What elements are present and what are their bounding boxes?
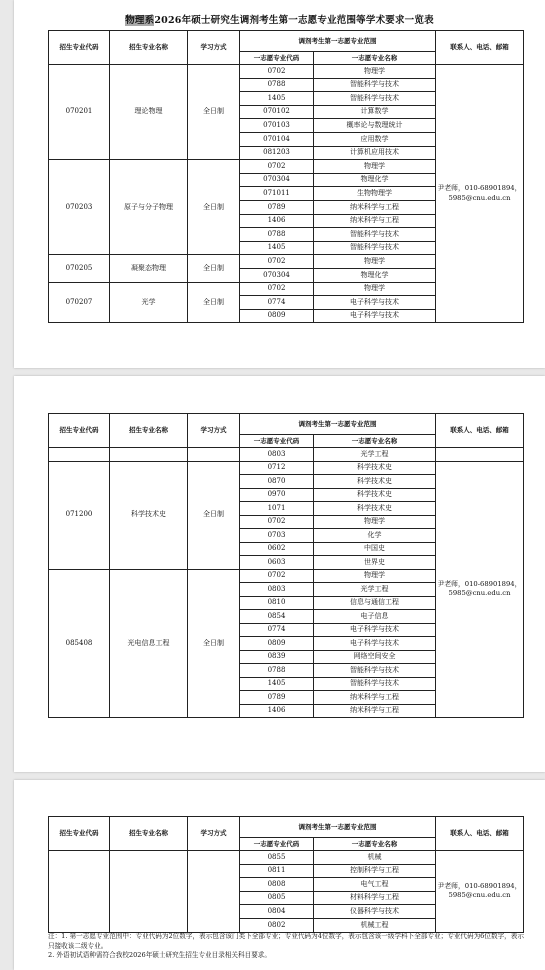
first-choice-code-cell: 070102 [240,105,314,119]
study-mode-cell: 全日制 [188,65,240,160]
first-choice-name-cell: 电子信息 [314,610,436,624]
first-choice-code-cell: 0702 [240,160,314,174]
header-sub-name: 一志愿专业名称 [314,52,436,65]
note-line: 2. 外语初试语种需符合我校2026年硕士研究生招生专业目录相关科目要求。 [48,951,271,960]
first-choice-name-cell: 物理学 [314,65,436,79]
major-name-cell [110,851,188,933]
first-choice-name-cell: 智能科学与技术 [314,677,436,691]
first-choice-code-cell: 0774 [240,296,314,310]
table-row [49,461,524,475]
header-contact: 联系人、电话、邮箱 [436,414,524,448]
first-choice-code-cell: 1405 [240,677,314,691]
major-name-cell: 原子与分子物理 [110,160,188,255]
header-name: 招生专业名称 [110,817,188,851]
study-mode-cell: 全日制 [188,282,240,323]
first-choice-code-cell: 0870 [240,475,314,489]
first-choice-code-cell: 0809 [240,637,314,651]
first-choice-code-cell: 0810 [240,596,314,610]
contact-cell-blank [436,448,524,462]
table-row [49,448,524,462]
first-choice-name-cell: 科学技术史 [314,502,436,516]
first-choice-name-cell: 生物物理学 [314,187,436,201]
first-choice-name-cell: 材料科学与工程 [314,891,436,905]
first-choice-code-cell: 0808 [240,878,314,892]
first-choice-name-cell: 电子科学与技术 [314,309,436,323]
first-choice-name-cell: 电子科学与技术 [314,296,436,310]
first-choice-name-cell: 智能科学与技术 [314,78,436,92]
major-name-cell: 凝聚态物理 [110,255,188,282]
first-choice-name-cell: 智能科学与技术 [314,228,436,242]
first-choice-code-cell: 070304 [240,268,314,282]
first-choice-code-cell: 0702 [240,569,314,583]
header-contact: 联系人、电话、邮箱 [436,817,524,851]
title-highlight: 物理系 [125,15,155,26]
first-choice-name-cell: 物理化学 [314,173,436,187]
header-range: 调剂考生第一志愿专业范围 [240,31,436,52]
contact-cell: 尹老师，010-68901894，5985@cnu.edu.cn [436,65,524,323]
study-mode-cell: 全日制 [188,569,240,718]
first-choice-code-cell: 0789 [240,691,314,705]
first-choice-code-cell: 0702 [240,65,314,79]
major-name-cell: 理论物理 [110,65,188,160]
first-choice-code-cell: 0702 [240,282,314,296]
major-name-cell: 科学技术史 [110,461,188,569]
first-choice-name-cell: 物理学 [314,282,436,296]
header-mode: 学习方式 [188,414,240,448]
first-choice-name-cell: 纳米科学与工程 [314,704,436,718]
table-row [49,851,524,865]
first-choice-name-cell: 物理学 [314,255,436,269]
first-choice-code-cell: 0805 [240,891,314,905]
table-notes [48,932,528,961]
first-choice-code-cell: 0702 [240,515,314,529]
first-choice-name-cell: 化学 [314,529,436,543]
first-choice-name-cell: 应用数学 [314,132,436,146]
header-mode: 学习方式 [188,817,240,851]
first-choice-code-cell: 0970 [240,488,314,502]
first-choice-code-cell: 071011 [240,187,314,201]
first-choice-code-cell: 1071 [240,502,314,516]
first-choice-code-cell: 0712 [240,461,314,475]
first-choice-code-cell: 0839 [240,650,314,664]
first-choice-name-cell: 纳米科学与工程 [314,200,436,214]
requirements-table-page-3 [48,816,524,933]
first-choice-name-cell: 光学工程 [314,583,436,597]
first-choice-code-cell: 070304 [240,173,314,187]
first-choice-name-cell: 电子科学与技术 [314,623,436,637]
first-choice-name-cell: 科学技术史 [314,488,436,502]
first-choice-name-cell: 智能科学与技术 [314,92,436,106]
note-line: 注：1. 第一志愿专业范围中：专业代码为2位数字，表示包含该门类下全部专业；专业代码为4位数字，表示包含该一级学科下全部专业；专业代码为6位数字，表示只接收该二级专业。 [48,932,524,950]
first-choice-code-cell: 0703 [240,529,314,543]
major-code-cell [49,851,110,933]
requirements-table-page-1 [48,30,524,323]
first-choice-name-cell: 纳米科学与工程 [314,214,436,228]
first-choice-code-cell: 0802 [240,918,314,932]
first-choice-code-cell: 0774 [240,623,314,637]
first-choice-code-cell: 070104 [240,132,314,146]
header-name: 招生专业名称 [110,31,188,65]
first-choice-code-cell: 0702 [240,255,314,269]
major-code-cell: 070205 [49,255,110,282]
major-name-cell: 光学 [110,282,188,323]
first-choice-name-cell: 智能科学与技术 [314,241,436,255]
document-title [14,12,545,26]
first-choice-name-cell: 信息与通信工程 [314,596,436,610]
major-code-cell: 070207 [49,282,110,323]
header-name: 招生专业名称 [110,414,188,448]
first-choice-code-cell: 0788 [240,664,314,678]
first-choice-code-cell: 0602 [240,542,314,556]
header-sub-code: 一志愿专业代码 [240,838,314,851]
first-choice-code-cell: 0811 [240,864,314,878]
first-choice-code-cell: 0855 [240,851,314,865]
first-choice-code-cell: 0803 [240,448,314,462]
first-choice-code-cell: 0803 [240,583,314,597]
major-code-cell: 070203 [49,160,110,255]
table-row [49,65,524,79]
major-code-cell: 070201 [49,65,110,160]
major-code-cell: 085408 [49,569,110,718]
first-choice-name-cell: 中国史 [314,542,436,556]
first-choice-name-cell: 物理化学 [314,268,436,282]
first-choice-code-cell: 0809 [240,309,314,323]
first-choice-name-cell: 物理学 [314,160,436,174]
first-choice-name-cell: 科学技术史 [314,461,436,475]
document-page-2 [14,376,545,772]
first-choice-code-cell: 0603 [240,556,314,570]
first-choice-name-cell: 概率论与数理统计 [314,119,436,133]
first-choice-name-cell: 光学工程 [314,448,436,462]
contact-cell: 尹老师，010-68901894，5985@cnu.edu.cn [436,851,524,933]
header-code: 招生专业代码 [49,414,110,448]
study-mode-cell [188,851,240,933]
requirements-table-page-2 [48,413,524,718]
first-choice-code-cell: 0854 [240,610,314,624]
first-choice-code-cell: 0788 [240,78,314,92]
study-mode-cell: 全日制 [188,160,240,255]
first-choice-name-cell: 世界史 [314,556,436,570]
first-choice-name-cell: 纳米科学与工程 [314,691,436,705]
header-code: 招生专业代码 [49,31,110,65]
first-choice-name-cell: 控制科学与工程 [314,864,436,878]
first-choice-code-cell: 0788 [240,228,314,242]
major-name-cell [110,448,188,462]
first-choice-name-cell: 计算数学 [314,105,436,119]
header-code: 招生专业代码 [49,817,110,851]
header-range: 调剂考生第一志愿专业范围 [240,817,436,838]
first-choice-code-cell: 081203 [240,146,314,160]
first-choice-name-cell: 机械工程 [314,918,436,932]
study-mode-cell [188,448,240,462]
first-choice-name-cell: 科学技术史 [314,475,436,489]
first-choice-name-cell: 计算机应用技术 [314,146,436,160]
first-choice-name-cell: 电子科学与技术 [314,637,436,651]
first-choice-code-cell: 1406 [240,704,314,718]
first-choice-name-cell: 物理学 [314,569,436,583]
first-choice-name-cell: 网络空间安全 [314,650,436,664]
header-sub-name: 一志愿专业名称 [314,435,436,448]
first-choice-name-cell: 智能科学与技术 [314,664,436,678]
study-mode-cell: 全日制 [188,461,240,569]
study-mode-cell: 全日制 [188,255,240,282]
first-choice-name-cell: 物理学 [314,515,436,529]
first-choice-code-cell: 1405 [240,92,314,106]
first-choice-code-cell: 0804 [240,905,314,919]
header-mode: 学习方式 [188,31,240,65]
header-contact: 联系人、电话、邮箱 [436,31,524,65]
first-choice-name-cell: 仪器科学与技术 [314,905,436,919]
first-choice-name-cell: 机械 [314,851,436,865]
first-choice-code-cell: 070103 [240,119,314,133]
document-page-3 [14,780,545,970]
header-range: 调剂考生第一志愿专业范围 [240,414,436,435]
major-code-cell: 071200 [49,461,110,569]
header-sub-code: 一志愿专业代码 [240,52,314,65]
major-name-cell: 光电信息工程 [110,569,188,718]
document-page-1 [14,0,545,368]
major-code-cell [49,448,110,462]
contact-cell: 尹老师，010-68901894，5985@cnu.edu.cn [436,461,524,718]
title-text: 2026年硕士研究生调剂考生第一志愿专业范围等学术要求一览表 [154,15,434,26]
first-choice-code-cell: 1406 [240,214,314,228]
first-choice-name-cell: 电气工程 [314,878,436,892]
first-choice-code-cell: 0789 [240,200,314,214]
header-sub-name: 一志愿专业名称 [314,838,436,851]
first-choice-code-cell: 1405 [240,241,314,255]
header-sub-code: 一志愿专业代码 [240,435,314,448]
